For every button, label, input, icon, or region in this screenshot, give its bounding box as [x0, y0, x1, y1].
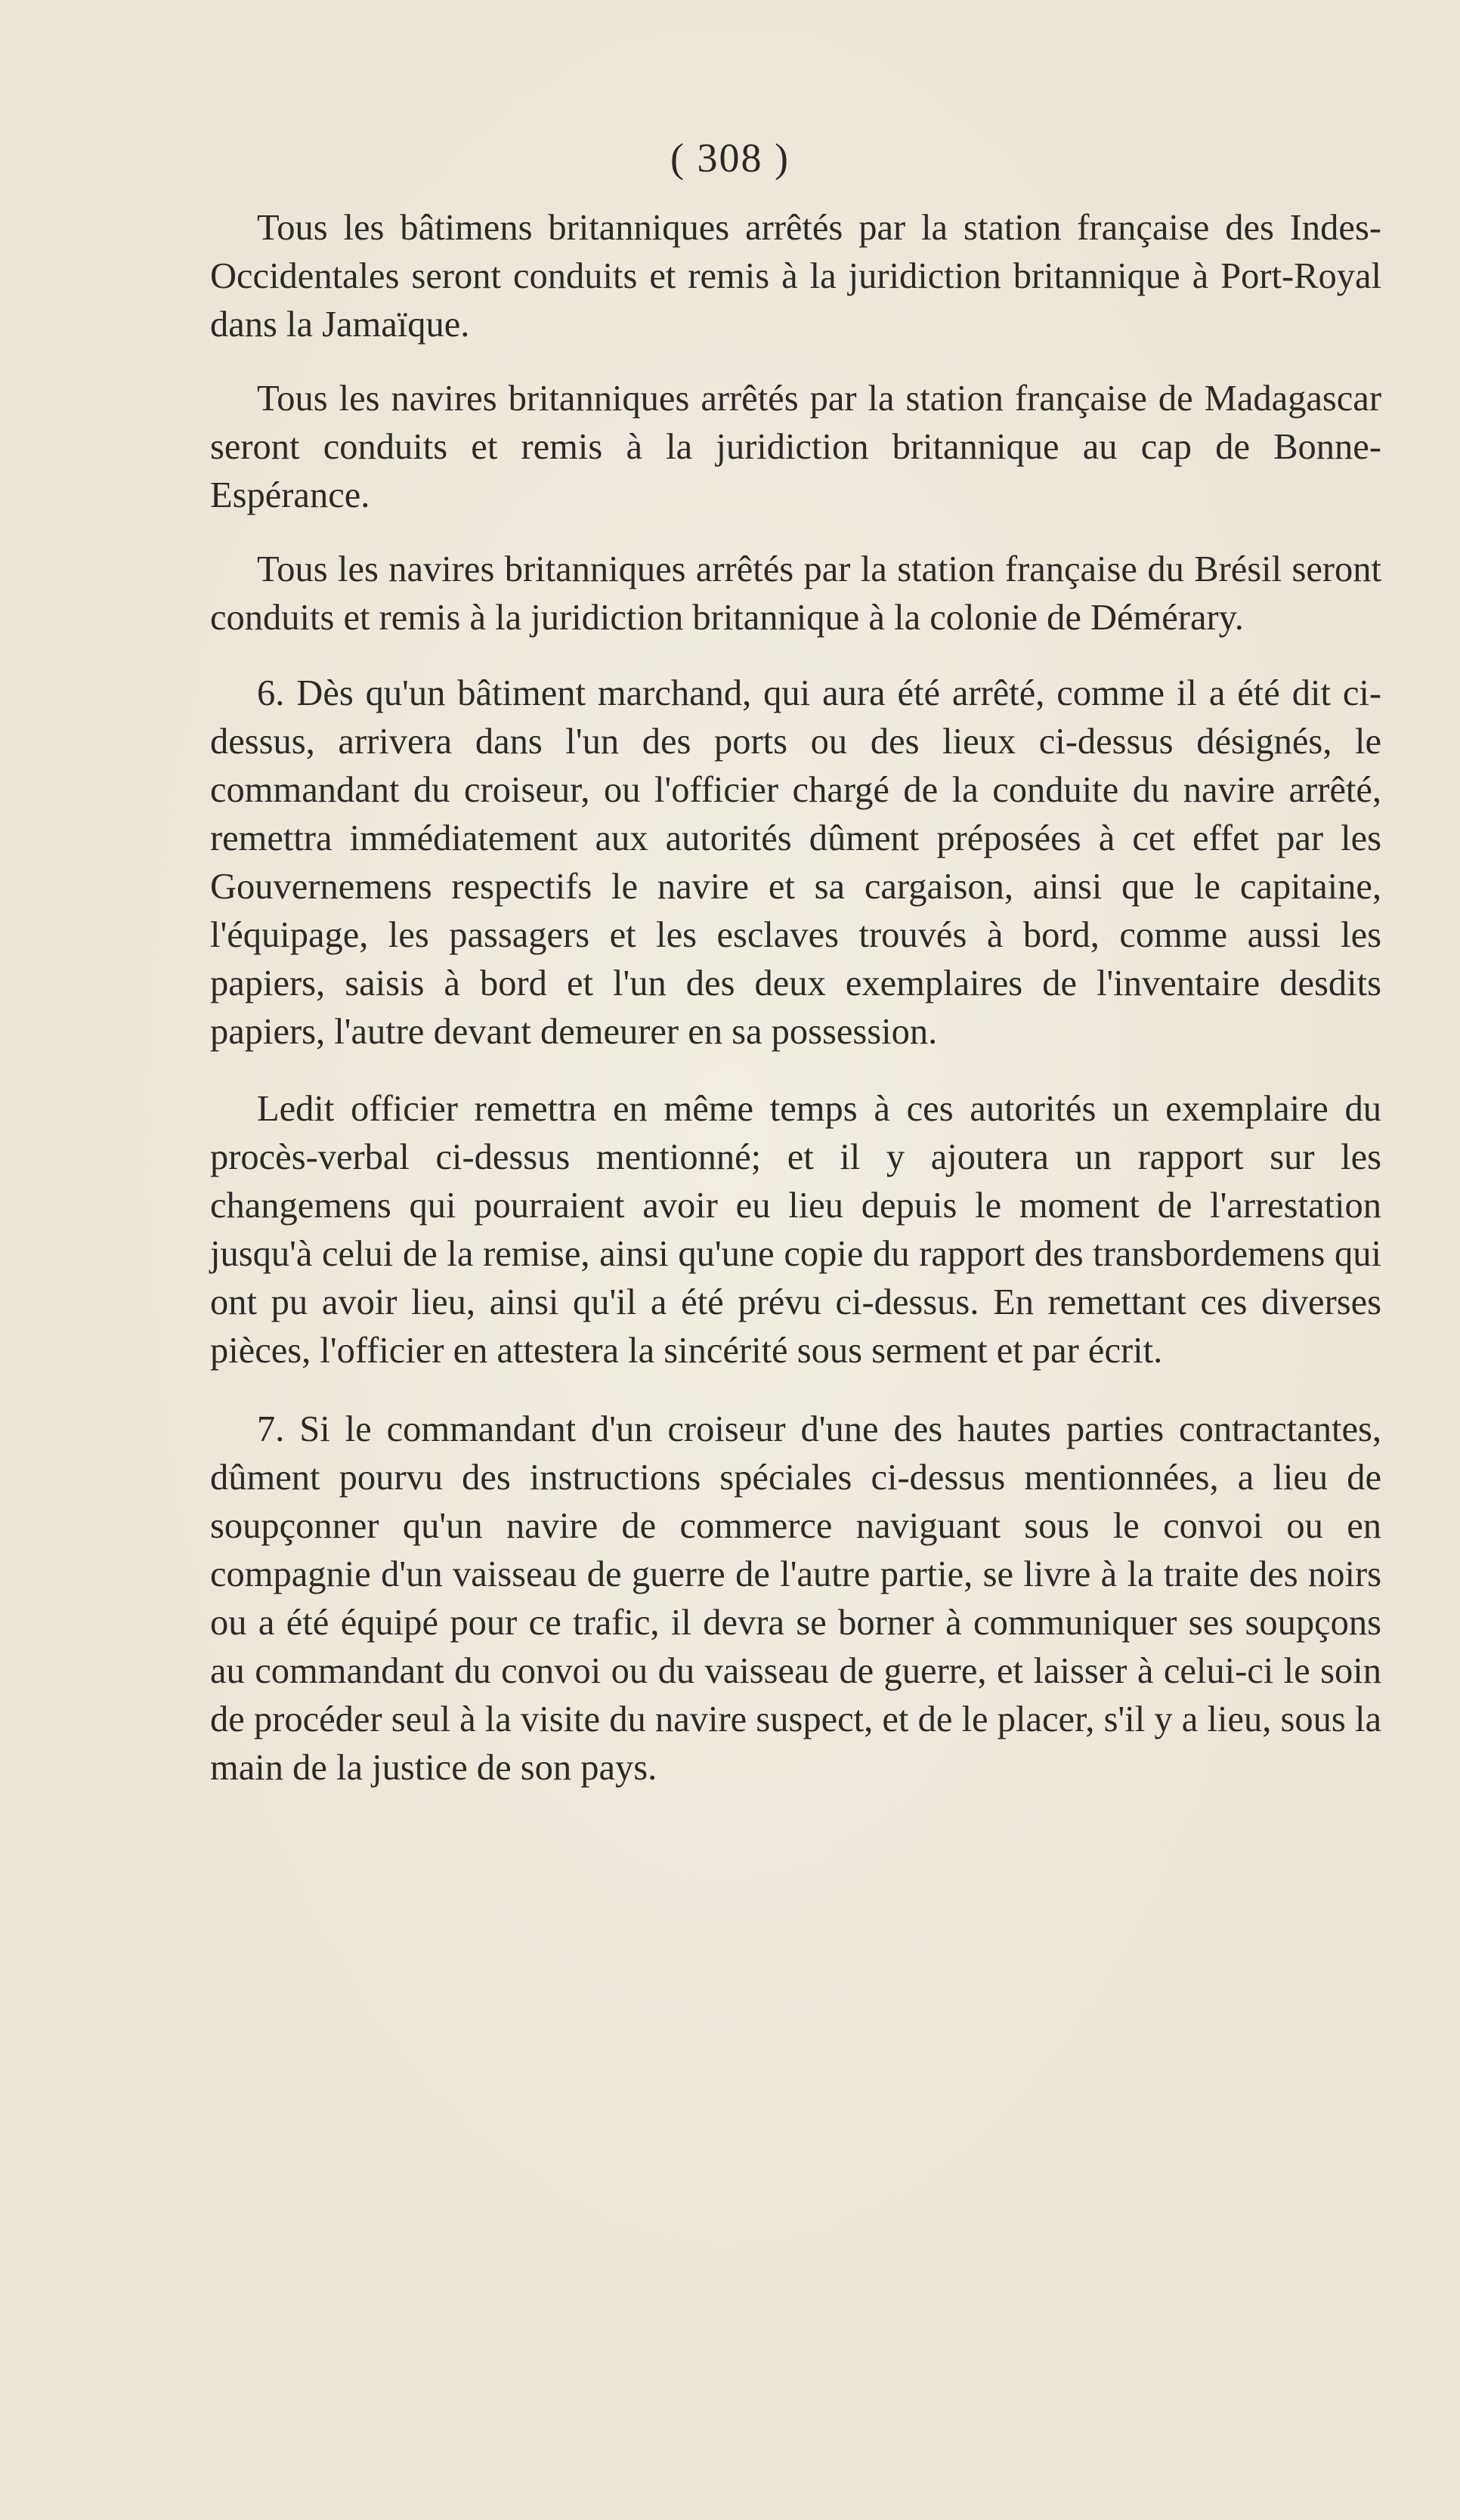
paragraph-west-indies: Tous les bâtimens britanniques arrêtés par la station française des Indes-Occidentales seront conduits et remis à la juridiction britannique à Port-Royal dans la Jamaïque.: [210, 208, 1381, 345]
paragraph-madagascar: Tous les navires britanniques arrêtés par la station française de Madagascar seront conduits et remis à la juridiction britannique au cap de Bonne-Espérance.: [210, 379, 1381, 515]
paragraph-officer-report: Ledit officier remettra en même temps à ces autorités un exemplaire du procès-verbal ci-dessus mentionné; et il y ajoutera un rapport sur les changemens qui pourraient avoir eu lieu depuis le moment de l'arrestation jusqu'à celui de la remise, ainsi qu'une copie du rapport des transbordemens qui ont pu avoir lieu, ainsi qu'il a été prévu ci-dessus. En remettant ces diverses pièces, l'officier en attestera la sincérité sous serment et par écrit.: [210, 1089, 1381, 1371]
page-number: ( 308 ): [670, 135, 790, 181]
body-text: [210, 204, 1381, 1818]
paragraph-brazil: Tous les navires britanniques arrêtés par la station française du Brésil seront conduits et remis à la juridiction britannique à la colonie de Démérary.: [210, 549, 1381, 638]
paragraph-article-6: 6. Dès qu'un bâtiment marchand, qui aura été arrêté, comme il a été dit ci-dessus, arrivera dans l'un des ports ou des lieux ci-dessus désignés, le commandant du croiseur, ou l'officier chargé de la conduite du navire arrêté, remettra immédiatement aux autorités dûment préposées à cet effet par les Gouvernemens respectifs le navire et sa cargaison, ainsi que le capitaine, l'équipage, les passagers et les esclaves trouvés à bord, comme aussi les papiers, saisis à bord et l'un des deux exemplaires de l'inventaire desdits papiers, l'autre devant demeurer en sa possession.: [210, 673, 1381, 1052]
paragraph-article-7: 7. Si le commandant d'un croiseur d'une des hautes parties contractantes, dûment pourvu des instructions spéciales ci-dessus mentionnées, a lieu de soupçonner qu'un navire de commerce naviguant sous le convoi ou en compagnie d'un vaisseau de guerre de l'autre partie, se livre à la traite des noirs ou a été équipé pour ce trafic, il devra se borner à communiquer ses soupçons au commandant du convoi ou du vaisseau de guerre, et laisser à celui-ci le soin de procéder seul à la visite du navire suspect, et de le placer, s'il y a lieu, sous la main de la justice de son pays.: [210, 1409, 1381, 1788]
